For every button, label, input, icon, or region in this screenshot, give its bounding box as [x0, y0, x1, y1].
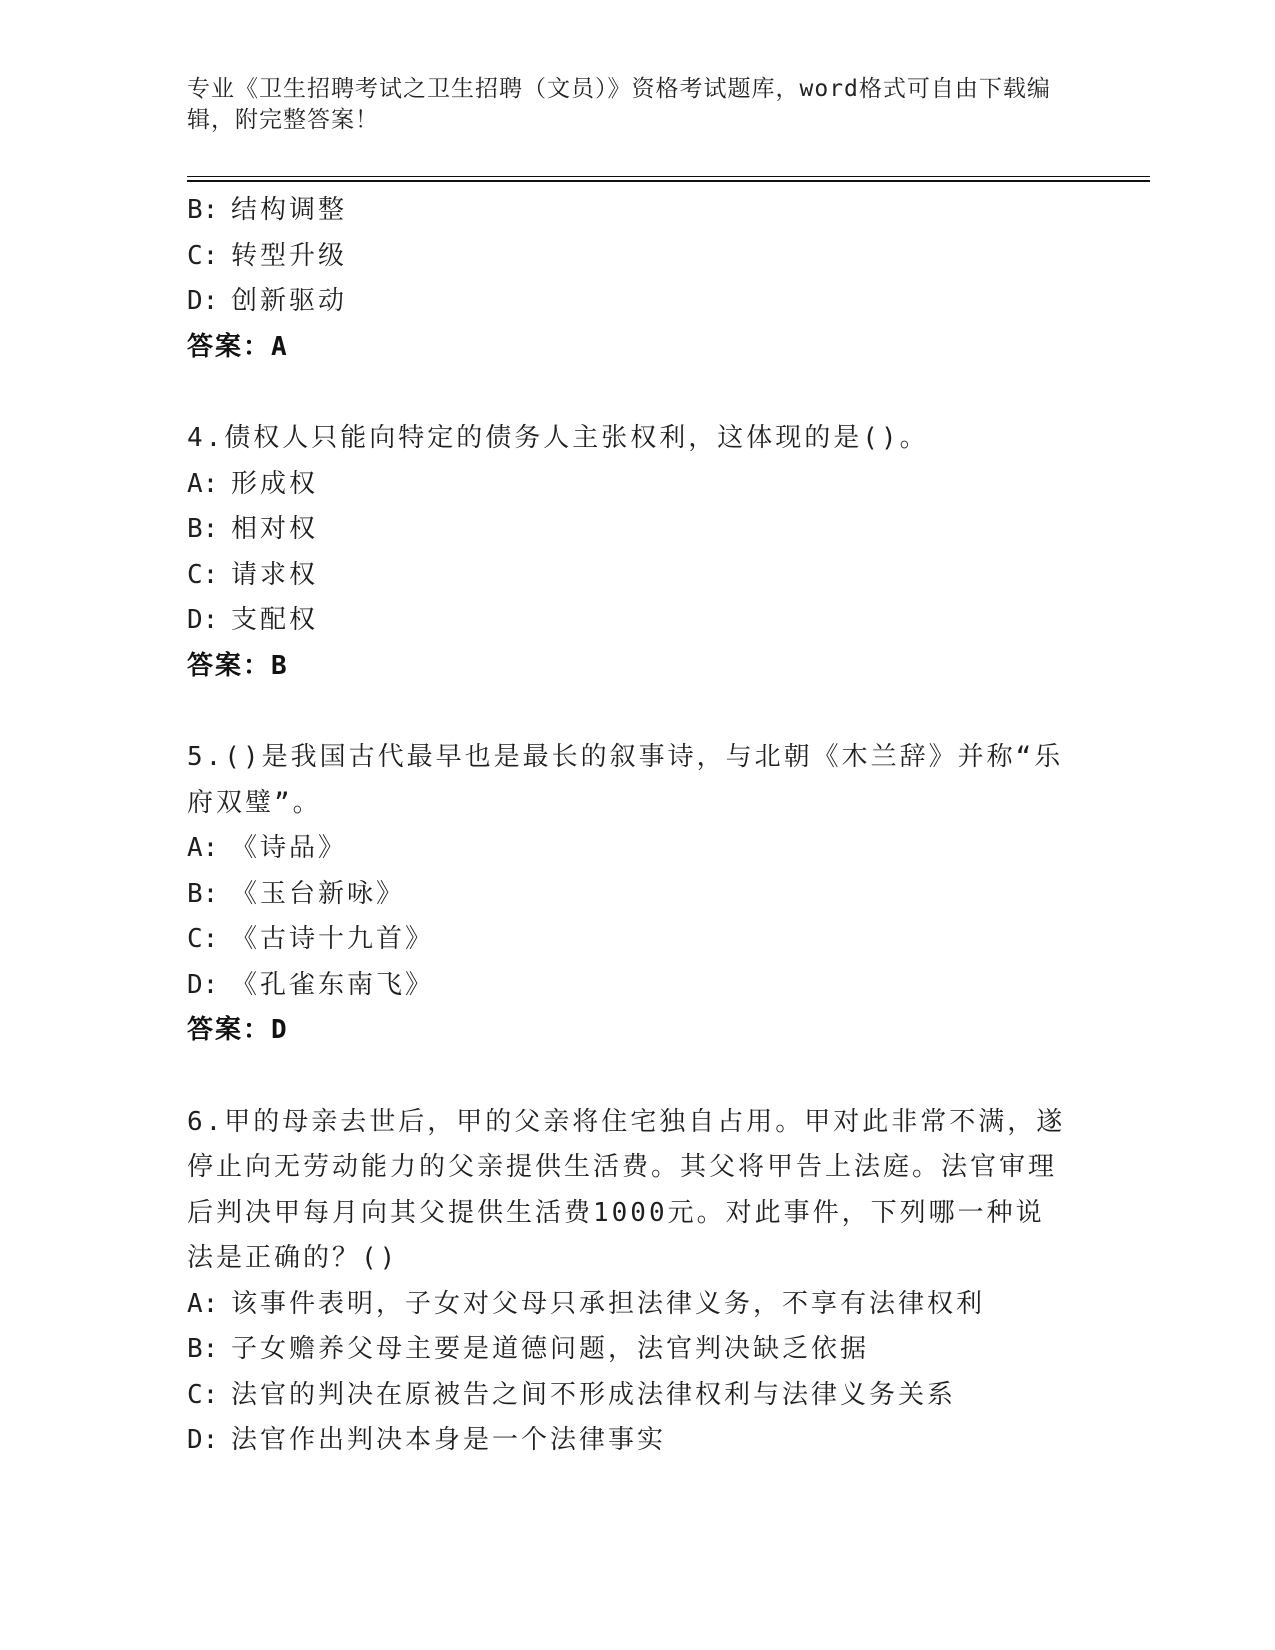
option-row [187, 1373, 1067, 1419]
option-text: 该事件表明，子女对父母只承担法律义务，不享有法律权利 [231, 1288, 986, 1319]
option-text: 支配权 [231, 605, 319, 635]
option-prefix: B: [187, 1334, 219, 1364]
option-prefix: C: [187, 240, 219, 271]
header-text: 专业《卫生招聘考试之卫生招聘（文员）》资格考试题库，word格式可自由下载编辑，附完整答案！ [187, 76, 1051, 133]
question-6 [187, 1100, 1067, 1464]
option-prefix: A: [187, 468, 219, 499]
document-header [187, 74, 1067, 136]
option-text: 形成权 [231, 468, 319, 499]
option-text: 结构调整 [231, 195, 348, 225]
option-text: 法官作出判决本身是一个法律事实 [231, 1425, 667, 1455]
option-row [187, 462, 1067, 508]
option-prefix: D: [187, 969, 219, 1000]
option-prefix: B: [187, 195, 219, 225]
option-prefix: B: [187, 514, 219, 544]
option-text: 《玉台新咏》 [231, 878, 406, 909]
option-row [187, 279, 1067, 325]
option-text: 《诗品》 [231, 833, 348, 863]
option-prefix: D: [187, 605, 219, 635]
question-3-continued [187, 188, 1067, 370]
question-content [187, 188, 1067, 1464]
option-prefix: B: [187, 878, 219, 909]
header-divider-thin [187, 176, 1150, 177]
option-text: 《孔雀东南飞》 [231, 969, 435, 1000]
question-5 [187, 735, 1067, 1054]
option-row [187, 963, 1067, 1009]
option-row [187, 917, 1067, 963]
option-row [187, 826, 1067, 872]
option-prefix: D: [187, 286, 219, 316]
option-prefix: A: [187, 833, 219, 863]
answer-line: 答案：D [187, 1015, 289, 1045]
header-divider-thick [187, 180, 1150, 182]
option-prefix: C: [187, 924, 219, 954]
question-4 [187, 416, 1067, 689]
option-text: 创新驱动 [231, 286, 348, 316]
option-prefix: C: [187, 1379, 219, 1410]
option-text: 请求权 [231, 559, 319, 590]
option-row [187, 234, 1067, 280]
option-text: 《古诗十九首》 [231, 924, 435, 954]
answer-line: 答案：B [187, 650, 289, 681]
question-stem: 5.()是我国古代最早也是最长的叙事诗，与北朝《木兰辞》并称“乐府双璧”。 [187, 742, 1064, 818]
option-prefix: A: [187, 1288, 219, 1319]
option-text: 相对权 [231, 514, 319, 544]
spacer [187, 370, 1067, 416]
option-row [187, 507, 1067, 553]
option-text: 转型升级 [231, 240, 348, 271]
spacer [187, 689, 1067, 735]
option-prefix: D: [187, 1425, 219, 1455]
option-row [187, 188, 1067, 234]
option-text: 子女赡养父母主要是道德问题，法官判决缺乏依据 [231, 1334, 870, 1364]
spacer [187, 1054, 1067, 1100]
option-text: 法官的判决在原被告之间不形成法律权利与法律义务关系 [231, 1379, 957, 1410]
option-row [187, 598, 1067, 644]
option-row [187, 1327, 1067, 1373]
option-row [187, 1418, 1067, 1464]
question-stem: 6.甲的母亲去世后，甲的父亲将住宅独自占用。甲对此非常不满，遂停止向无劳动能力的父亲提供生活费。其父将甲告上法庭。法官审理后判决甲每月向其父提供生活费1000元。对此事件，下列哪一种说法是正确的？() [187, 1106, 1066, 1273]
option-row [187, 1282, 1067, 1328]
option-row [187, 553, 1067, 599]
option-prefix: C: [187, 559, 219, 590]
option-row [187, 872, 1067, 918]
question-stem: 4.债权人只能向特定的债务人主张权利，这体现的是()。 [187, 423, 929, 453]
answer-line: 答案：A [187, 331, 289, 362]
